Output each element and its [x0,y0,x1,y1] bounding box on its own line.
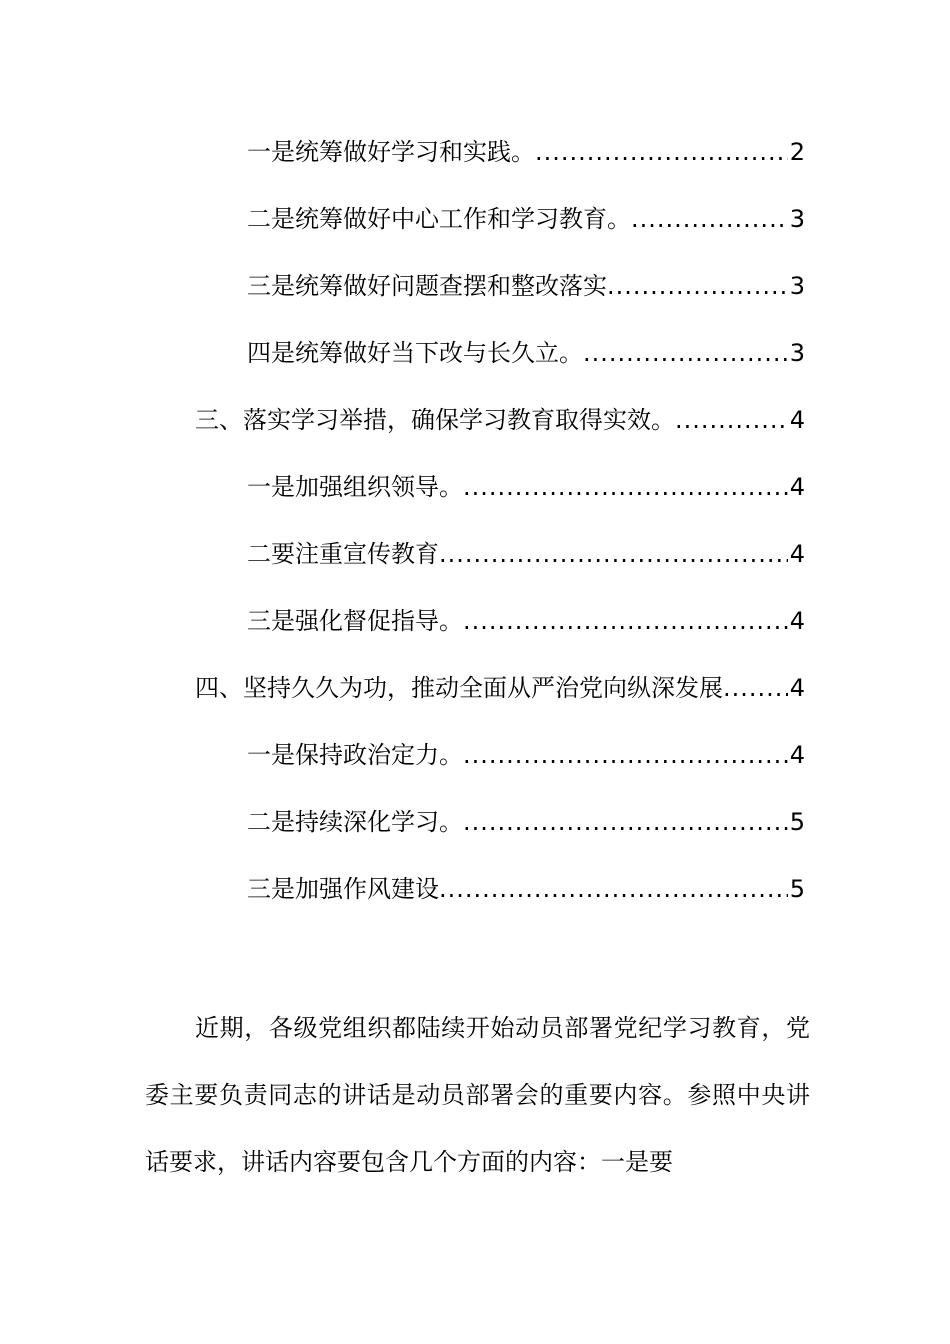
toc-page-number: 5 [789,808,805,836]
toc-entry-title: 三是加强作风建设 [247,875,439,903]
toc-entry-title: 一是保持政治定力。 [247,741,463,769]
toc-entry-title: 四是统筹做好当下改与长久立。 [247,339,583,367]
toc-entry-title: 三是统筹做好问题查摆和整改落实 [247,272,607,300]
toc-dot-leader [463,601,788,641]
toc-section-heading[interactable] [0,658,950,725]
toc-dot-leader [723,668,788,708]
toc-entry[interactable] [0,457,950,524]
toc-page-number: 2 [789,138,805,166]
toc-entry-title: 四、坚持久久为功，推动全面从严治党向纵深发展 [195,674,723,702]
toc-entry[interactable] [0,859,950,926]
body-text [145,995,810,1196]
toc-entry-title: 三、落实学习举措，确保学习教育取得实效。 [195,406,675,434]
toc-dot-leader [439,534,788,574]
toc-entry-title: 一是加强组织领导。 [247,473,463,501]
toc-dot-leader [675,400,788,440]
toc-page-number: 3 [789,205,805,233]
toc-entry[interactable] [0,725,950,792]
toc-entry[interactable] [0,792,950,859]
toc-entry-title: 二是持续深化学习。 [247,808,463,836]
toc-dot-leader [607,266,788,306]
toc-entry[interactable] [0,189,950,256]
toc-dot-leader [463,467,788,507]
table-of-contents [0,122,950,926]
toc-entry-title: 一是统筹做好学习和实践。 [247,138,535,166]
toc-dot-leader [463,735,788,775]
toc-page-number: 4 [789,674,805,702]
toc-page-number: 5 [789,875,805,903]
toc-page-number: 4 [789,406,805,434]
toc-section-heading[interactable] [0,390,950,457]
toc-entry-title: 三是强化督促指导。 [247,607,463,635]
toc-dot-leader [439,869,788,909]
toc-entry-title: 二是统筹做好中心工作和学习教育。 [247,205,631,233]
toc-page-number: 4 [789,473,805,501]
toc-dot-leader [535,132,788,172]
toc-page-number: 4 [789,540,805,568]
toc-entry[interactable] [0,122,950,189]
toc-page-number: 3 [789,272,805,300]
toc-dot-leader [631,199,788,239]
body-paragraph: 近期，各级党组织都陆续开始动员部署党纪学习教育，党委主要负责同志的讲话是动员部署会的重要内容。参照中央讲话要求，讲话内容要包含几个方面的内容：一是要 [145,1014,810,1176]
toc-entry-title: 二要注重宣传教育 [247,540,439,568]
toc-page-number: 4 [789,741,805,769]
toc-entry[interactable] [0,323,950,390]
toc-entry[interactable] [0,524,950,591]
toc-page-number: 4 [789,607,805,635]
toc-entry[interactable] [0,591,950,658]
toc-dot-leader [463,802,788,842]
toc-entry[interactable] [0,256,950,323]
toc-dot-leader [583,333,788,373]
toc-page-number: 3 [789,339,805,367]
